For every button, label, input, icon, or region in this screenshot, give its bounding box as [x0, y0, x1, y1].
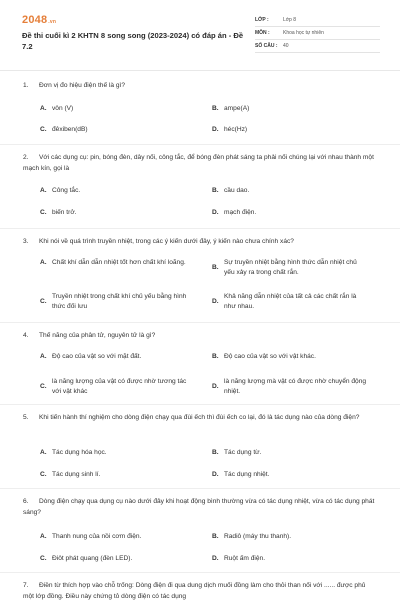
meta-row-class: [255, 14, 380, 27]
option-c[interactable]: C. là năng lượng của vật có được nhờ tương tác với vật khác: [40, 378, 187, 395]
document-meta: [255, 14, 380, 53]
option-b[interactable]: B. ampe(A): [212, 105, 250, 112]
option-a[interactable]: A. Công tắc.: [40, 187, 81, 194]
option-c[interactable]: C. Truyền nhiệt trong chất khí chủ yếu bằng hình thức đối lưu: [40, 293, 187, 310]
header-divider: [0, 70, 400, 71]
option-c[interactable]: C. Điôt phát quang (đèn LED).: [40, 555, 133, 562]
meta-label: MÔN :: [255, 30, 270, 36]
option-c[interactable]: C. Tác dụng sinh lí.: [40, 471, 101, 478]
option-a[interactable]: A. Độ cao của vật so với mặt đất.: [40, 353, 142, 360]
option-a[interactable]: A. Chất khí dẫn dẫn nhiệt tốt hơn chất khí loãng.: [40, 259, 186, 266]
option-b[interactable]: B. cầu dao.: [212, 187, 250, 194]
meta-label: SỐ CÂU :: [255, 43, 278, 49]
meta-row-subject: [255, 27, 380, 40]
meta-value: Khoa học tự nhiên: [283, 30, 324, 36]
question-text: 5. Khi tiến hành thí nghiệm cho dòng điện chạy qua đùi ếch thì đùi ếch co lại, đó là tác dụng nào của dòng điện?: [23, 414, 360, 421]
option-a[interactable]: A. Tác dụng hóa học.: [40, 449, 107, 456]
option-b[interactable]: B. Tác dụng từ.: [212, 449, 262, 456]
question-divider: [0, 488, 400, 489]
option-b[interactable]: B. Radiô (máy thu thanh).: [212, 533, 292, 540]
question-text: 6. Dòng điện chạy qua dụng cụ nào dưới đây khi hoạt động bình thường vừa có tác dụng nhiệt, vừa có tác dụng phát sáng?: [23, 498, 375, 516]
option-c[interactable]: C. biến trở.: [40, 209, 77, 216]
question-text: 2. Với các dụng cụ: pin, bóng đèn, dây nối, công tắc, để bóng đèn phát sáng ta phải nối chúng lại với nhau thành một mạch kín, gọi là: [23, 154, 374, 172]
option-d[interactable]: D. mạch điện.: [212, 209, 257, 216]
option-a[interactable]: A. Thanh nung của nồi cơm điện.: [40, 533, 142, 540]
question-divider: [0, 144, 400, 145]
question-divider: [0, 228, 400, 229]
option-d[interactable]: D. là năng lượng mà vật có được nhờ chuyển động nhiệt.: [212, 378, 367, 395]
option-d[interactable]: D. Khả năng dẫn nhiệt của tất cả các chất rắn là như nhau.: [212, 293, 357, 310]
question-text: 7. Điền từ thích hợp vào chỗ trống: Dòng điện đi qua dung dịch muối đồng làm cho thỏi than nối với ...... được phủ một lớp đồng. Điều này chứng tỏ dòng điện có tác dụng: [23, 582, 366, 600]
option-c[interactable]: C. đêxiben(dB): [40, 126, 88, 133]
question-divider: [0, 404, 400, 405]
question-text: 4. Thế năng của phân tử, nguyên tử là gì?: [23, 332, 156, 339]
meta-value: 40: [283, 43, 289, 49]
question-text: 3. Khi nói về quá trình truyền nhiệt, trong các ý kiến dưới đây, ý kiến nào chưa chính xác?: [23, 238, 294, 245]
option-a[interactable]: A. vôn (V): [40, 105, 74, 112]
option-b[interactable]: B. Sự truyền nhiệt bằng hình thức dẫn nhiệt chủ yếu xảy ra trong chất rắn.: [212, 259, 357, 276]
question-divider: [0, 572, 400, 573]
option-b[interactable]: B. Độ cao của vật so với vật khác.: [212, 353, 316, 360]
meta-label: LỚP :: [255, 17, 269, 23]
option-d[interactable]: D. Tác dụng nhiệt.: [212, 471, 270, 478]
meta-row-count: [255, 40, 380, 53]
question-divider: [0, 322, 400, 323]
meta-value: Lớp 8: [283, 17, 297, 23]
option-d[interactable]: D. Ruột ấm điện.: [212, 555, 266, 562]
logo-suffix: .vn: [48, 19, 57, 25]
option-d[interactable]: D. héc(Hz): [212, 126, 248, 133]
site-logo[interactable]: [22, 14, 56, 26]
logo-text: 2048: [22, 14, 48, 26]
document-title: Đề thi cuối kì 2 KHTN 8 song song (2023-2024) có đáp án - Đề 7.2: [22, 31, 244, 51]
document-header: [0, 0, 400, 70]
question-text: 1. Đơn vị đo hiệu điện thế là gì?: [23, 82, 126, 89]
